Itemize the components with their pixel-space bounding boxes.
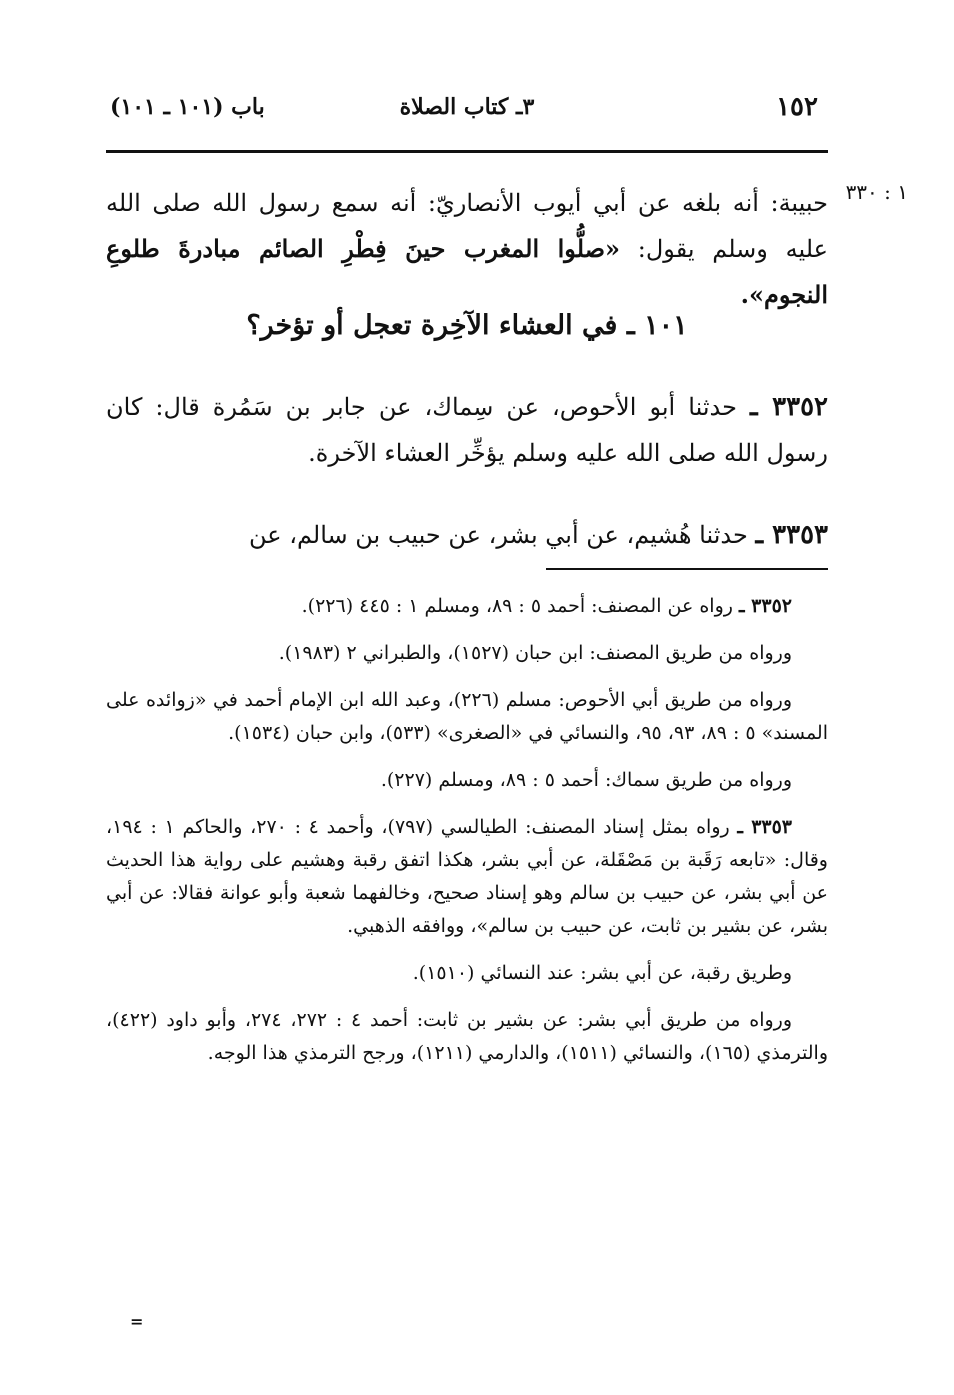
footnotes	[106, 590, 828, 1084]
footnote	[106, 764, 828, 797]
footnote-number: ٣٣٥٢ ـ	[738, 595, 792, 617]
page-end-mark: =	[130, 1312, 144, 1331]
footnote	[106, 811, 828, 943]
hadith-quote: «صلُّوا المغرب حينَ فِطْرِ الصائم مبادرةَ طلوعِ النجوم».	[106, 234, 828, 309]
footnote-text: رواه عن المصنف: أحمد ٥ : ٨٩، ومسلم ١ : ٤٤٥ (٢٢٦).	[301, 595, 739, 617]
footnote	[106, 637, 828, 670]
footnote-number: ٣٣٥٣ ـ	[737, 816, 793, 838]
continuation-paragraph	[106, 180, 828, 318]
footnote-text: ورواه من طريق أبي الأحوص: مسلم (٢٢٦)، وعبد الله ابن الإمام أحمد في «زوائده على المسند» ٥ : ٨٩، ٩٣، ٩٥، والنسائي في «الصغرى» (٥٣٣)، وابن حبان (١٥٣٤).	[106, 689, 828, 744]
header-divider	[106, 150, 828, 153]
footnote-divider	[546, 568, 828, 570]
page-header	[106, 92, 828, 136]
chapter-range: باب (١٠١ ـ ١٠١)	[110, 94, 265, 120]
footnote	[106, 957, 828, 990]
hadith-number: ٣٣٥٢ ـ	[750, 392, 828, 422]
hadith-paragraph	[106, 512, 828, 558]
continuation-text: حبيبة: أنه بلغه عن أبي أيوب الأنصاريّ: أنه سمع رسول الله صلى الله عليه وسلم يقول:	[106, 189, 829, 263]
hadith-paragraph	[106, 384, 828, 476]
footnote-text: وطريق رقبة، عن أبي بشر: عند النسائي (١٥١٠).	[412, 962, 792, 984]
footnote	[106, 590, 828, 623]
footnote	[106, 1004, 828, 1070]
footnote-text: ورواه من طريق سماك: أحمد ٥ : ٨٩، ومسلم (٢٢٧).	[380, 769, 792, 791]
hadith-text: حدثنا هُشيم، عن أبي بشر، عن حبيب بن سالم، عن	[248, 521, 756, 549]
footnote-text: ورواه من طريق المصنف: ابن حبان (١٥٢٧)، والطبراني ٢ (١٩٨٣).	[278, 642, 792, 664]
page-number: ١٥٢	[776, 92, 818, 122]
side-reference: ١ : ٣٣٠	[845, 180, 908, 204]
footnote-text: رواه بمثل إسناد المصنف: الطيالسي (٧٩٧)، وأحمد ٤ : ٢٧٠، والحاكم ١ : ١٩٤، وقال: «تابعه رَقَبة بن مَصْقَلة، عن أبي بشر، هكذا اتفق رقبة وهشيم على رواية هذا الحديث عن أبي بشر، عن حبيب بن سالم وهو إسناد صحيح، وخالفهما شعبة وأبو عوانة فقالا: عن أبي بشر، عن بشير بن ثابت، عن حبيب بن سالم»، ووافقه الذهبي.	[106, 816, 828, 937]
hadith-text: حدثنا أبو الأحوص، عن سِماك، عن جابر بن سَمُرة قال: كان رسول الله صلى الله عليه وسلم يؤخِّر العشاء الآخرة.	[106, 393, 828, 467]
hadith-number: ٣٣٥٣ ـ	[755, 520, 828, 550]
footnote	[106, 684, 828, 750]
chapter-heading: ١٠١ ـ في العشاء الآخِرة تعجل أو تؤخر؟	[246, 310, 688, 341]
book-title: ٣ـ كتاب الصلاة	[399, 94, 535, 120]
footnote-text: ورواه من طريق أبي بشر: عن بشير بن ثابت: أحمد ٤ : ٢٧٢، ٢٧٤، وأبو داود (٤٢٢)، والترمذي (١٦٥)، والنسائي (١٥١١)، والدارمي (١٢١١)، ورجح الترمذي هذا الوجه.	[106, 1009, 828, 1064]
